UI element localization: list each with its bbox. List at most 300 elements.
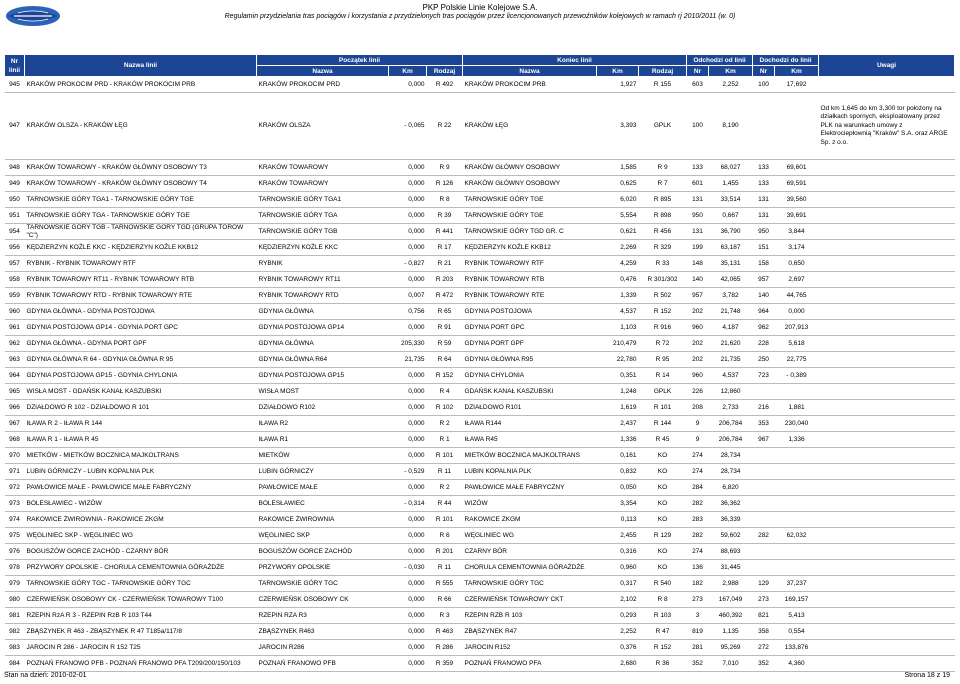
cell-join-km: 2,697	[775, 272, 819, 288]
cell-branch-km: 12,860	[709, 384, 753, 400]
cell-nr: 950	[5, 192, 25, 208]
cell-join-km: 5,413	[775, 608, 819, 624]
cell-end-type: R 72	[639, 336, 687, 352]
cell-note	[819, 480, 955, 496]
cell-start-km: 0,756	[389, 304, 427, 320]
cell-note	[819, 77, 955, 93]
cell-end-type: R 456	[639, 224, 687, 240]
cell-nr: 982	[5, 624, 25, 640]
cell-start-type: R 463	[427, 624, 463, 640]
cell-end-km: 0,376	[597, 640, 639, 656]
cell-note	[819, 432, 955, 448]
cell-start-name: ZBĄSZYNEK R463	[257, 624, 389, 640]
cell-join-nr: 133	[753, 176, 775, 192]
cell-join-km: 62,032	[775, 528, 819, 544]
cell-join-km	[775, 93, 819, 160]
cell-nr: 980	[5, 592, 25, 608]
cell-note	[819, 464, 955, 480]
cell-start-type: R 286	[427, 640, 463, 656]
header-doch-nr: Nr	[753, 66, 775, 77]
cell-branch-nr: 182	[687, 576, 709, 592]
cell-end-type: R 7	[639, 176, 687, 192]
cell-join-nr: 967	[753, 432, 775, 448]
cell-start-name: TARNOWSKIE GÓRY TGC	[257, 576, 389, 592]
cell-end-name: RYBNIK TOWAROWY RTE	[463, 288, 597, 304]
table-row	[5, 448, 955, 464]
cell-end-name: MIETKÓW BOCZNICA MAJKOLTRANS	[463, 448, 597, 464]
cell-end-name: WĘGLINIEC WG	[463, 528, 597, 544]
cell-start-km: - 0,065	[389, 93, 427, 160]
cell-branch-km: 88,693	[709, 544, 753, 560]
cell-branch-km: 0,667	[709, 208, 753, 224]
cell-end-name: TARNOWSKIE GÓRY TGD GR. C	[463, 224, 597, 240]
cell-branch-km: 21,620	[709, 336, 753, 352]
cell-line-name: JAROCIN R 286 - JAROCIN R 152 T25	[25, 640, 257, 656]
cell-branch-nr: 601	[687, 176, 709, 192]
cell-join-nr: 358	[753, 624, 775, 640]
table-row	[5, 432, 955, 448]
cell-start-type: R 39	[427, 208, 463, 224]
cell-end-name: RZEPIN RZB R 103	[463, 608, 597, 624]
cell-nr: 947	[5, 93, 25, 160]
cell-start-type: R 555	[427, 576, 463, 592]
table-row	[5, 576, 955, 592]
cell-join-km	[775, 560, 819, 576]
cell-end-km: 2,269	[597, 240, 639, 256]
cell-line-name: RYBNIK TOWAROWY RT11 - RYBNIK TOWAROWY RTB	[25, 272, 257, 288]
cell-branch-km: 42,065	[709, 272, 753, 288]
cell-join-nr: 282	[753, 528, 775, 544]
header-uwagi: Uwagi	[819, 55, 955, 77]
cell-nr: 964	[5, 368, 25, 384]
cell-end-km: 2,680	[597, 656, 639, 672]
cell-nr: 962	[5, 336, 25, 352]
cell-line-name: ZBĄSZYNEK R 463 - ZBĄSZYNEK R 47 T185a/117/8	[25, 624, 257, 640]
cell-end-type: R 103	[639, 608, 687, 624]
cell-start-km: 0,000	[389, 176, 427, 192]
cell-end-km: 22,780	[597, 352, 639, 368]
cell-end-km: 1,339	[597, 288, 639, 304]
cell-branch-nr: 274	[687, 448, 709, 464]
cell-join-nr: 250	[753, 352, 775, 368]
cell-branch-nr: 950	[687, 208, 709, 224]
cell-end-name: KRAKÓW PROKOCIM PRB	[463, 77, 597, 93]
cell-start-name: TARNOWSKIE GÓRY TGB	[257, 224, 389, 240]
cell-end-type: R 8	[639, 592, 687, 608]
header-odchodzi: Odchodzi od linii	[687, 55, 753, 66]
cell-start-name: KRAKÓW TOWAROWY	[257, 176, 389, 192]
cell-end-type: R 95	[639, 352, 687, 368]
cell-note	[819, 448, 955, 464]
cell-line-name: BOGUSZÓW GORCE ZACHÓD - CZARNY BÓR	[25, 544, 257, 560]
cell-join-nr: 100	[753, 77, 775, 93]
cell-join-nr	[753, 480, 775, 496]
cell-branch-nr: 9	[687, 432, 709, 448]
cell-join-km	[775, 512, 819, 528]
table-row	[5, 208, 955, 224]
cell-branch-nr: 136	[687, 560, 709, 576]
cell-nr: 963	[5, 352, 25, 368]
cell-start-km: 0,000	[389, 272, 427, 288]
cell-start-type: R 3	[427, 608, 463, 624]
cell-join-km	[775, 448, 819, 464]
header-odch-km: Km	[709, 66, 753, 77]
cell-line-name: POZNAŃ FRANOWO PFB - POZNAŃ FRANOWO PFA T209/200/150/103	[25, 656, 257, 672]
cell-end-type: R 916	[639, 320, 687, 336]
cell-start-type: R 152	[427, 368, 463, 384]
cell-end-name: TARNOWSKIE GÓRY TGE	[463, 192, 597, 208]
cell-join-nr	[753, 544, 775, 560]
cell-start-name: KRAKÓW TOWAROWY	[257, 160, 389, 176]
cell-join-km: 22,775	[775, 352, 819, 368]
cell-join-nr: 131	[753, 208, 775, 224]
cell-note	[819, 400, 955, 416]
table-row	[5, 368, 955, 384]
cell-nr: 945	[5, 77, 25, 93]
cell-start-km: 0,000	[389, 192, 427, 208]
cell-line-name: MIETKÓW - MIETKÓW BOCZNICA MAJKOLTRANS	[25, 448, 257, 464]
cell-end-type: R 45	[639, 432, 687, 448]
cell-end-type: KO	[639, 480, 687, 496]
cell-join-km: 230,040	[775, 416, 819, 432]
cell-end-km: 0,161	[597, 448, 639, 464]
cell-nr: 971	[5, 464, 25, 480]
cell-start-km: 0,000	[389, 400, 427, 416]
cell-line-name: BOLESŁAWIEC - WIZÓW	[25, 496, 257, 512]
cell-branch-nr: 202	[687, 304, 709, 320]
cell-line-name: PAWŁOWICE MAŁE - PAWŁOWICE MAŁE FABRYCZNY	[25, 480, 257, 496]
cell-end-km: 0,621	[597, 224, 639, 240]
header-dochodzi: Dochodzi do linii	[753, 55, 819, 66]
cell-start-km: 0,000	[389, 448, 427, 464]
cell-line-name: KĘDZIERZYN KOŹLE KKC - KĘDZIERZYN KOŹLE KKB12	[25, 240, 257, 256]
cell-end-type: R 502	[639, 288, 687, 304]
table-row	[5, 544, 955, 560]
cell-end-name: POZNAŃ FRANOWO PFA	[463, 656, 597, 672]
header-nr-linii: Nr linii	[5, 55, 25, 77]
cell-join-km: 0,650	[775, 256, 819, 272]
cell-end-km: 0,832	[597, 464, 639, 480]
cell-end-name: GDYNIA PORT GPC	[463, 320, 597, 336]
cell-start-km: - 0,827	[389, 256, 427, 272]
cell-start-name: RYBNIK TOWAROWY RTD	[257, 288, 389, 304]
cell-start-km: - 0,529	[389, 464, 427, 480]
cell-branch-km: 35,131	[709, 256, 753, 272]
cell-nr: 960	[5, 304, 25, 320]
cell-line-name: RAKOWICE ŻWIROWNIA - RAKOWICE ZKGM	[25, 512, 257, 528]
cell-join-km	[775, 464, 819, 480]
cell-start-km: - 0,030	[389, 560, 427, 576]
cell-nr: 948	[5, 160, 25, 176]
cell-end-name: CHORULA CEMENTOWNIA GÓRAŻDŻE	[463, 560, 597, 576]
cell-join-nr: 964	[753, 304, 775, 320]
cell-start-km: 0,000	[389, 640, 427, 656]
cell-end-km: 2,455	[597, 528, 639, 544]
table-row	[5, 464, 955, 480]
cell-note	[819, 320, 955, 336]
cell-line-name: WĘGLINIEC SKP - WĘGLINIEC WG	[25, 528, 257, 544]
cell-end-type: R 33	[639, 256, 687, 272]
cell-end-name: PAWŁOWICE MAŁE FABRYCZNY	[463, 480, 597, 496]
cell-nr: 967	[5, 416, 25, 432]
cell-join-nr	[753, 496, 775, 512]
cell-end-km: 0,317	[597, 576, 639, 592]
cell-start-name: RZEPIN RZA R3	[257, 608, 389, 624]
cell-join-nr: 129	[753, 576, 775, 592]
cell-end-type: GPLK	[639, 384, 687, 400]
table-row	[5, 77, 955, 93]
cell-end-type: R 101	[639, 400, 687, 416]
cell-note	[819, 416, 955, 432]
cell-end-name: GDAŃSK KANAŁ KASZUBSKI	[463, 384, 597, 400]
cell-start-type: R 11	[427, 464, 463, 480]
cell-end-type: R 898	[639, 208, 687, 224]
cell-end-type: R 14	[639, 368, 687, 384]
cell-branch-nr: 284	[687, 480, 709, 496]
cell-branch-nr: 202	[687, 336, 709, 352]
cell-end-name: RYBNIK TOWAROWY RTF	[463, 256, 597, 272]
cell-branch-km: 2,988	[709, 576, 753, 592]
cell-line-name: TARNOWSKIE GÓRY TGB - TARNOWSKIE GÓRY TGD (GRUPA TORÓW "C")	[25, 224, 257, 240]
header-nazwa-linii: Nazwa linii	[25, 55, 257, 77]
cell-nr: 958	[5, 272, 25, 288]
cell-branch-nr: 131	[687, 192, 709, 208]
cell-note	[819, 272, 955, 288]
cell-join-nr: 140	[753, 288, 775, 304]
cell-branch-km: 36,790	[709, 224, 753, 240]
cell-end-type: R 47	[639, 624, 687, 640]
cell-branch-nr: 960	[687, 320, 709, 336]
cell-note	[819, 528, 955, 544]
table-row	[5, 176, 955, 192]
cell-start-km: 0,000	[389, 624, 427, 640]
cell-branch-km: 95,269	[709, 640, 753, 656]
cell-branch-km: 2,252	[709, 77, 753, 93]
cell-start-name: GDYNIA POSTOJOWA GP14	[257, 320, 389, 336]
cell-start-name: KRAKÓW PROKOCIM PRD	[257, 77, 389, 93]
cell-branch-nr: 9	[687, 416, 709, 432]
cell-join-km: 69,591	[775, 176, 819, 192]
cell-end-name: CZERWIEŃSK TOWAROWY CKT	[463, 592, 597, 608]
table-row	[5, 512, 955, 528]
table-row	[5, 336, 955, 352]
cell-end-type: R 36	[639, 656, 687, 672]
cell-start-name: MIETKÓW	[257, 448, 389, 464]
cell-end-type: KO	[639, 448, 687, 464]
cell-end-type: R 144	[639, 416, 687, 432]
cell-line-name: TARNOWSKIE GÓRY TGC - TARNOWSKIE GÓRY TGC	[25, 576, 257, 592]
cell-start-name: TARNOWSKIE GÓRY TGA1	[257, 192, 389, 208]
header-end-nazwa: Nazwa	[463, 66, 597, 77]
cell-join-nr	[753, 384, 775, 400]
cell-note	[819, 208, 955, 224]
cell-branch-km: 3,782	[709, 288, 753, 304]
cell-end-km: 1,927	[597, 77, 639, 93]
cell-end-type: R 155	[639, 77, 687, 93]
table-row	[5, 496, 955, 512]
cell-line-name: DZIAŁDOWO R 102 - DZIAŁDOWO R 101	[25, 400, 257, 416]
cell-join-nr: 216	[753, 400, 775, 416]
cell-start-km: 0,000	[389, 368, 427, 384]
cell-note	[819, 192, 955, 208]
cell-end-km: 4,537	[597, 304, 639, 320]
cell-start-type: R 201	[427, 544, 463, 560]
cell-branch-nr: 352	[687, 656, 709, 672]
cell-join-nr	[753, 448, 775, 464]
cell-start-km: 0,000	[389, 544, 427, 560]
cell-line-name: GDYNIA GŁÓWNA - GDYNIA POSTOJOWA	[25, 304, 257, 320]
cell-note	[819, 640, 955, 656]
cell-end-type: R 152	[639, 640, 687, 656]
cell-nr: 979	[5, 576, 25, 592]
cell-branch-nr: 603	[687, 77, 709, 93]
table-row	[5, 384, 955, 400]
header-koniec: Koniec linii	[463, 55, 687, 66]
cell-start-type: R 59	[427, 336, 463, 352]
cell-branch-km: 206,784	[709, 432, 753, 448]
cell-start-name: RYBNIK TOWAROWY RT11	[257, 272, 389, 288]
cell-join-nr: 151	[753, 240, 775, 256]
cell-branch-km: 33,514	[709, 192, 753, 208]
cell-nr: 965	[5, 384, 25, 400]
table-row	[5, 592, 955, 608]
cell-start-km: 0,000	[389, 512, 427, 528]
table-row	[5, 608, 955, 624]
cell-start-name: GDYNIA GŁÓWNA	[257, 336, 389, 352]
cell-nr: 957	[5, 256, 25, 272]
cell-join-km: 5,618	[775, 336, 819, 352]
cell-nr: 984	[5, 656, 25, 672]
cell-start-km: - 0,314	[389, 496, 427, 512]
cell-nr: 973	[5, 496, 25, 512]
cell-line-name: GDYNIA POSTOJOWA GP14 - GDYNIA PORT GPC	[25, 320, 257, 336]
cell-start-name: CZERWIEŃSK OSOBOWY CK	[257, 592, 389, 608]
cell-start-name: DZIAŁDOWO R102	[257, 400, 389, 416]
cell-join-nr: 723	[753, 368, 775, 384]
cell-start-type: R 102	[427, 400, 463, 416]
cell-end-name: WIZÓW	[463, 496, 597, 512]
cell-end-name: RYBNIK TOWAROWY RTB	[463, 272, 597, 288]
cell-end-name: RAKOWICE ZKGM	[463, 512, 597, 528]
cell-end-type: KO	[639, 496, 687, 512]
cell-nr: 981	[5, 608, 25, 624]
cell-join-km: 39,691	[775, 208, 819, 224]
cell-branch-km: 4,187	[709, 320, 753, 336]
cell-start-type: R 44	[427, 496, 463, 512]
cell-branch-nr: 960	[687, 368, 709, 384]
footer-page: Strona 18 z 19	[904, 672, 950, 679]
cell-join-nr: 352	[753, 656, 775, 672]
cell-branch-nr: 274	[687, 544, 709, 560]
cell-start-km: 0,000	[389, 208, 427, 224]
cell-end-name: JAROCIN R152	[463, 640, 597, 656]
cell-branch-km: 2,733	[709, 400, 753, 416]
cell-end-km: 210,479	[597, 336, 639, 352]
cell-end-name: ZBĄSZYNEK R47	[463, 624, 597, 640]
cell-end-name: CZARNY BÓR	[463, 544, 597, 560]
header-start-nazwa: Nazwa	[257, 66, 389, 77]
cell-start-type: R 66	[427, 592, 463, 608]
cell-end-type: KO	[639, 560, 687, 576]
cell-end-km: 0,050	[597, 480, 639, 496]
cell-line-name: GDYNIA GŁÓWNA R 64 - GDYNIA GŁÓWNA R 95	[25, 352, 257, 368]
cell-end-km: 0,476	[597, 272, 639, 288]
cell-start-km: 0,000	[389, 592, 427, 608]
cell-join-nr	[753, 560, 775, 576]
cell-line-name: KRAKÓW TOWAROWY - KRAKÓW GŁÓWNY OSOBOWY T4	[25, 176, 257, 192]
cell-end-type: R 9	[639, 160, 687, 176]
cell-nr: 956	[5, 240, 25, 256]
header-start-rodzaj: Rodzaj	[427, 66, 463, 77]
cell-branch-nr: 957	[687, 288, 709, 304]
cell-start-type: R 22	[427, 93, 463, 160]
cell-end-km: 6,020	[597, 192, 639, 208]
table-row	[5, 224, 955, 240]
cell-nr: 951	[5, 208, 25, 224]
cell-start-name: GDYNIA GŁÓWNA	[257, 304, 389, 320]
cell-note	[819, 304, 955, 320]
table-row	[5, 288, 955, 304]
cell-start-km: 0,000	[389, 224, 427, 240]
header-end-rodzaj: Rodzaj	[639, 66, 687, 77]
cell-end-name: DZIAŁDOWO R101	[463, 400, 597, 416]
cell-branch-km: 31,445	[709, 560, 753, 576]
table-row	[5, 160, 955, 176]
cell-branch-km: 1,135	[709, 624, 753, 640]
cell-join-km: 207,913	[775, 320, 819, 336]
cell-start-type: R 21	[427, 256, 463, 272]
table-row	[5, 560, 955, 576]
cell-start-type: R 101	[427, 512, 463, 528]
cell-nr: 959	[5, 288, 25, 304]
cell-end-km: 0,351	[597, 368, 639, 384]
header-start-km: Km	[389, 66, 427, 77]
cell-branch-nr: 819	[687, 624, 709, 640]
cell-line-name: GDYNIA POSTOJOWA GP15 - GDYNIA CHYLONIA	[25, 368, 257, 384]
cell-end-type: GPLK	[639, 93, 687, 160]
cell-join-nr	[753, 464, 775, 480]
table-row	[5, 640, 955, 656]
cell-note	[819, 624, 955, 640]
cell-end-name: GDYNIA POSTOJOWA	[463, 304, 597, 320]
cell-branch-nr: 273	[687, 592, 709, 608]
cell-line-name: RYBNIK - RYBNIK TOWAROWY RTF	[25, 256, 257, 272]
cell-join-km: 1,881	[775, 400, 819, 416]
cell-join-nr	[753, 93, 775, 160]
cell-branch-nr: 148	[687, 256, 709, 272]
cell-branch-nr: 140	[687, 272, 709, 288]
cell-branch-km: 7,010	[709, 656, 753, 672]
cell-start-km: 0,000	[389, 384, 427, 400]
cell-note	[819, 384, 955, 400]
cell-end-km: 5,554	[597, 208, 639, 224]
cell-end-name: TARNOWSKIE GÓRY TGE	[463, 208, 597, 224]
table-row	[5, 400, 955, 416]
document-subtitle: Regulamin przydzielania tras pociągów i korzystania z przydzielonych tras pociągów przez licencjonowanych przewoźników kolejowych w ramach rj 2010/2011 (w. 0)	[224, 13, 736, 20]
cell-end-km: 1,103	[597, 320, 639, 336]
cell-start-name: WĘGLINIEC SKP	[257, 528, 389, 544]
cell-branch-km: 28,734	[709, 448, 753, 464]
table-row	[5, 656, 955, 672]
cell-end-name: LUBIN KOPALNIA PLK	[463, 464, 597, 480]
cell-start-name: KRAKÓW OLSZA	[257, 93, 389, 160]
table-row	[5, 256, 955, 272]
cell-join-km	[775, 384, 819, 400]
cell-nr: 976	[5, 544, 25, 560]
cell-start-type: R 11	[427, 560, 463, 576]
cell-end-type: R 129	[639, 528, 687, 544]
cell-join-km: 169,157	[775, 592, 819, 608]
